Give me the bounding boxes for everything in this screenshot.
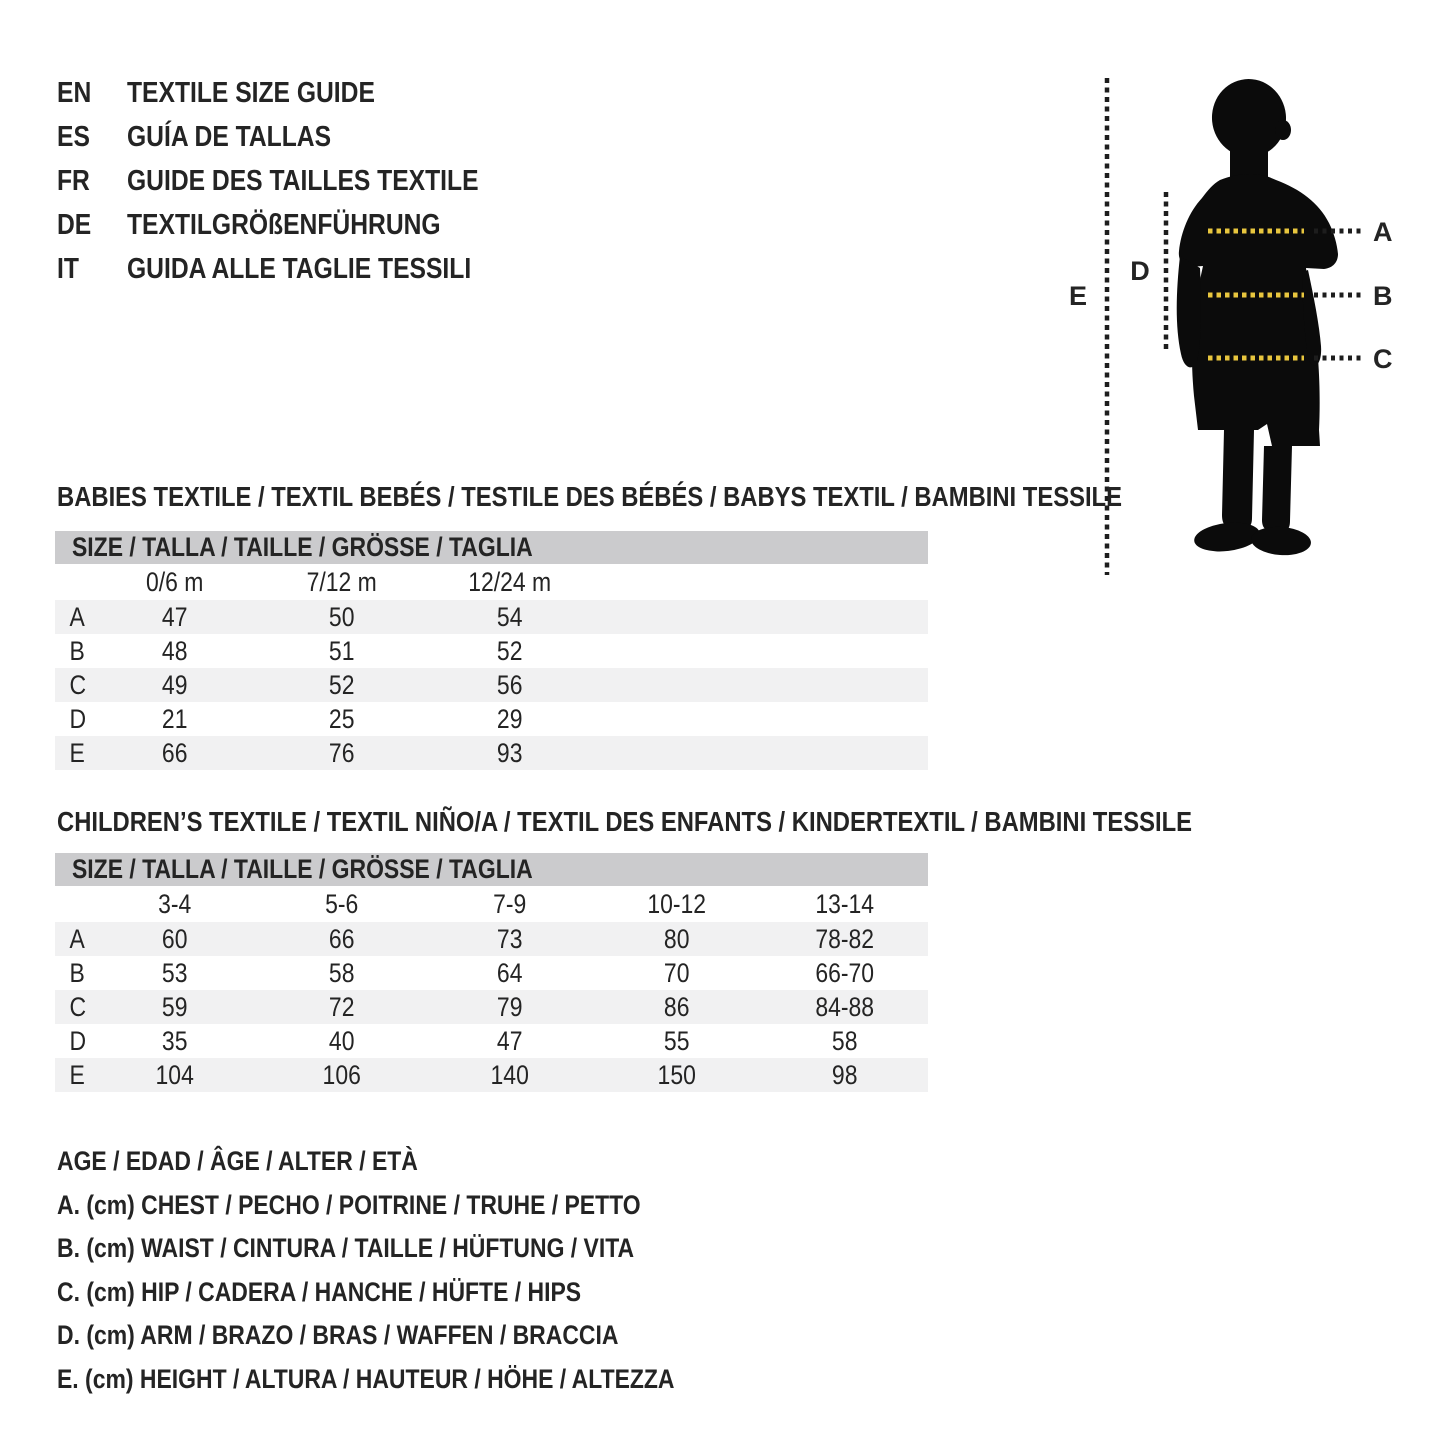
cell-value: 49 [161,669,188,700]
legend-text: C. (cm) HIP / CADERA / HANCHE / HÜFTE / HIPS [57,1276,582,1307]
size-header-label: SIZE / TALLA / TAILLE / GRÖSSE / TAGLIA [72,532,533,562]
cell-value: 93 [496,737,523,768]
label-b: B [1373,281,1393,311]
column-header: 10-12 [647,888,707,919]
legend-text: AGE / EDAD / ÂGE / ALTER / ETÀ [57,1146,418,1177]
table-row [55,600,928,634]
cell-value: 60 [161,923,188,954]
legend-line [57,1184,783,1228]
legend-line [57,1271,783,1315]
cell-value: 79 [496,991,523,1022]
cell-value: 50 [329,601,355,632]
cell-value: 150 [657,1059,697,1090]
cell-value: 84-88 [814,991,874,1022]
cell-value: 78-82 [814,923,874,954]
table-row [55,990,928,1024]
cell-value: 29 [496,703,523,734]
child-silhouette-figure [1060,60,1445,605]
cell-value: 55 [664,1025,690,1056]
cell-value: 140 [490,1059,529,1090]
cell-value: 66-70 [814,957,874,988]
language-title: GUIDA ALLE TAGLIE TESSILI [127,252,472,285]
cell-value: 47 [496,1025,523,1056]
column-header-row [55,564,928,600]
legend-text: E. (cm) HEIGHT / ALTURA / HAUTEUR / HÖHE / ALTEZZA [57,1363,675,1394]
cell-value: 58 [329,957,355,988]
table-row [55,922,928,956]
legend-line [57,1227,783,1271]
language-title: GUÍA DE TALLAS [127,120,332,153]
cell-value: 59 [161,991,188,1022]
cell-value: 54 [496,601,523,632]
cell-value: 58 [831,1025,858,1056]
language-code: ES [57,120,90,153]
table-row [55,634,928,668]
legend-text: B. (cm) WAIST / CINTURA / TAILLE / HÜFTUNG / VITA [57,1233,635,1264]
cell-value: 35 [161,1025,188,1056]
cell-value: 51 [329,635,355,666]
language-title: GUIDE DES TAILLES TEXTILE [127,164,479,197]
cell-value: 21 [161,703,188,734]
table-row [55,702,928,736]
column-header: 7-9 [492,888,527,919]
language-row [57,203,541,247]
babies-section-heading: BABIES TEXTILE / TEXTIL BEBÉS / TESTILE DES BÉBÉS / BABYS TEXTIL / BAMBINI TESSILE [57,481,1122,512]
children-section-heading: CHILDREN’S TEXTILE / TEXTIL NIÑO/A / TEXTIL DES ENFANTS / KINDERTEXTIL / BAMBINI TESSILE [57,806,1193,837]
language-code: IT [57,252,79,285]
cell-value: 86 [664,991,690,1022]
language-row [57,71,541,115]
legend-line [57,1314,783,1358]
cell-value: 52 [329,669,355,700]
row-label: D [69,1025,87,1056]
column-header-row [55,886,928,922]
measurement-legend [57,1140,783,1401]
row-label: A [69,601,85,632]
cell-value: 106 [322,1059,362,1090]
column-header: 7/12 m [307,566,378,597]
cell-value: 56 [496,669,523,700]
child-silhouette-icon [1177,75,1338,557]
language-title: TEXTILGRÖßENFÜHRUNG [127,208,441,241]
language-code: DE [57,208,92,241]
children-size-table [55,853,928,1092]
language-title: TEXTILE SIZE GUIDE [127,76,375,109]
cell-value: 70 [664,957,690,988]
size-header-label: SIZE / TALLA / TAILLE / GRÖSSE / TAGLIA [72,854,533,884]
column-header: 12/24 m [468,566,551,597]
legend-line [57,1140,783,1184]
row-label: C [69,991,87,1022]
language-row [57,247,541,291]
cell-value: 40 [329,1025,355,1056]
cell-value: 72 [329,991,355,1022]
legend-text: A. (cm) CHEST / PECHO / POITRINE / TRUHE / PETTO [57,1189,641,1220]
row-label: B [69,635,85,666]
cell-value: 48 [161,635,188,666]
cell-value: 52 [496,635,523,666]
cell-value: 76 [329,737,355,768]
language-header [57,71,541,291]
language-code: EN [57,76,92,109]
row-label: D [69,703,87,734]
row-label: B [69,957,85,988]
size-header-bar [55,531,928,564]
language-row [57,115,541,159]
cell-value: 66 [161,737,188,768]
cell-value: 80 [664,923,690,954]
babies-size-table [55,531,928,770]
table-row [55,668,928,702]
column-header: 5-6 [325,888,359,919]
legend-text: D. (cm) ARM / BRAZO / BRAS / WAFFEN / BRACCIA [57,1320,619,1351]
cell-value: 104 [155,1059,194,1090]
label-e: E [1068,281,1088,311]
cell-value: 66 [329,923,355,954]
row-label: A [69,923,85,954]
cell-value: 64 [496,957,523,988]
table-row [55,736,928,770]
cell-value: 98 [831,1059,858,1090]
table-row [55,1024,928,1058]
label-a: A [1373,217,1393,247]
column-header: 0/6 m [145,566,204,597]
language-code: FR [57,164,90,197]
legend-line [57,1358,783,1402]
cell-value: 25 [329,703,355,734]
language-row [57,159,541,203]
column-header: 13-14 [814,888,874,919]
table-row [55,1058,928,1092]
cell-value: 73 [496,923,523,954]
cell-value: 53 [161,957,188,988]
table-row [55,956,928,990]
label-d: D [1130,256,1150,286]
cell-value: 47 [161,601,188,632]
row-label: E [69,737,85,768]
label-c: C [1373,344,1393,374]
row-label: C [69,669,87,700]
size-header-bar [55,853,928,886]
row-label: E [69,1059,85,1090]
column-header: 3-4 [158,888,192,919]
